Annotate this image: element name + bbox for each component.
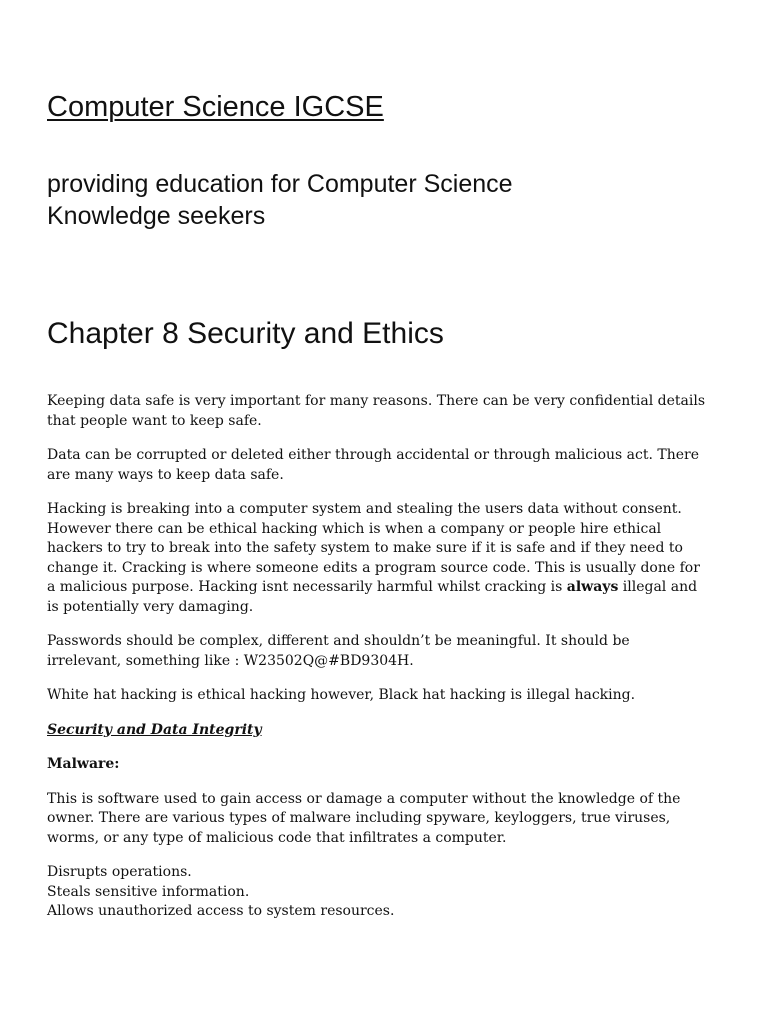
site-tagline [47,168,647,232]
paragraph-hat-hacking [47,686,727,706]
paragraph-hacking [47,500,727,617]
paragraph-data-corruption [47,446,727,485]
site-title: Computer Science IGCSE [47,91,384,123]
list-item: Allows unauthorized access to system resources. [47,903,395,919]
text-line [47,578,727,598]
chapter-title: Chapter 8 Security and Ethics [47,317,444,350]
text-fragment: a malicious purpose. Hacking isnt necessarily harmful whilst cracking is [47,579,567,595]
section-heading-text: Security and Data Integrity [47,721,262,738]
text-line: This is software used to gain access or damage a computer without the knowledge of the [47,790,681,807]
malware-heading [47,755,727,775]
paragraph-malware [47,790,727,849]
chapter-body [47,392,727,937]
text-line: Hacking is breaking into a computer system and stealing the users data without consent. [47,501,682,517]
text-line: hackers to try to break into the safety system to make sure if it is safe and if they need to [47,540,683,556]
list-item: Disrupts operations. [47,864,192,880]
text-line: is potentially very damaging. [47,598,254,615]
section-heading-security [47,721,727,741]
tagline-line: providing education for Computer Science [47,170,513,198]
text-line: White hat hacking is ethical hacking however, Black hat hacking is illegal hacking. [47,687,636,703]
text-line: Keeping data safe is very important for many reasons. There can be very confidential details [47,393,706,409]
emphasis-always: always [566,579,619,595]
text-line: change it. Cracking is where someone edits a program source code. This is usually done for [47,559,700,576]
malware-label: Malware: [47,756,120,772]
text-fragment: illegal and [618,579,698,595]
text-line: are many ways to keep data safe. [47,466,284,483]
text-line: owner. There are various types of malware including spyware, keyloggers, true viruses, [47,810,671,826]
tagline-line: Knowledge seekers [47,202,266,230]
text-line: that people want to keep safe. [47,412,262,429]
paragraph-data-safety [47,392,727,431]
text-line: Passwords should be complex, different and shouldn’t be meaningful. It should be [47,633,630,649]
paragraph-passwords [47,632,727,671]
text-line: worms, or any type of malicious code that infiltrates a computer. [47,829,507,846]
malware-effects-list [47,863,727,922]
text-line: irrelevant, something like : W23502Q@#BD9304H. [47,652,414,669]
list-item: Steals sensitive information. [47,883,250,900]
text-line: However there can be ethical hacking which is when a company or people hire ethical [47,520,662,537]
text-line: Data can be corrupted or deleted either through accidental or through malicious act. There [47,447,700,463]
